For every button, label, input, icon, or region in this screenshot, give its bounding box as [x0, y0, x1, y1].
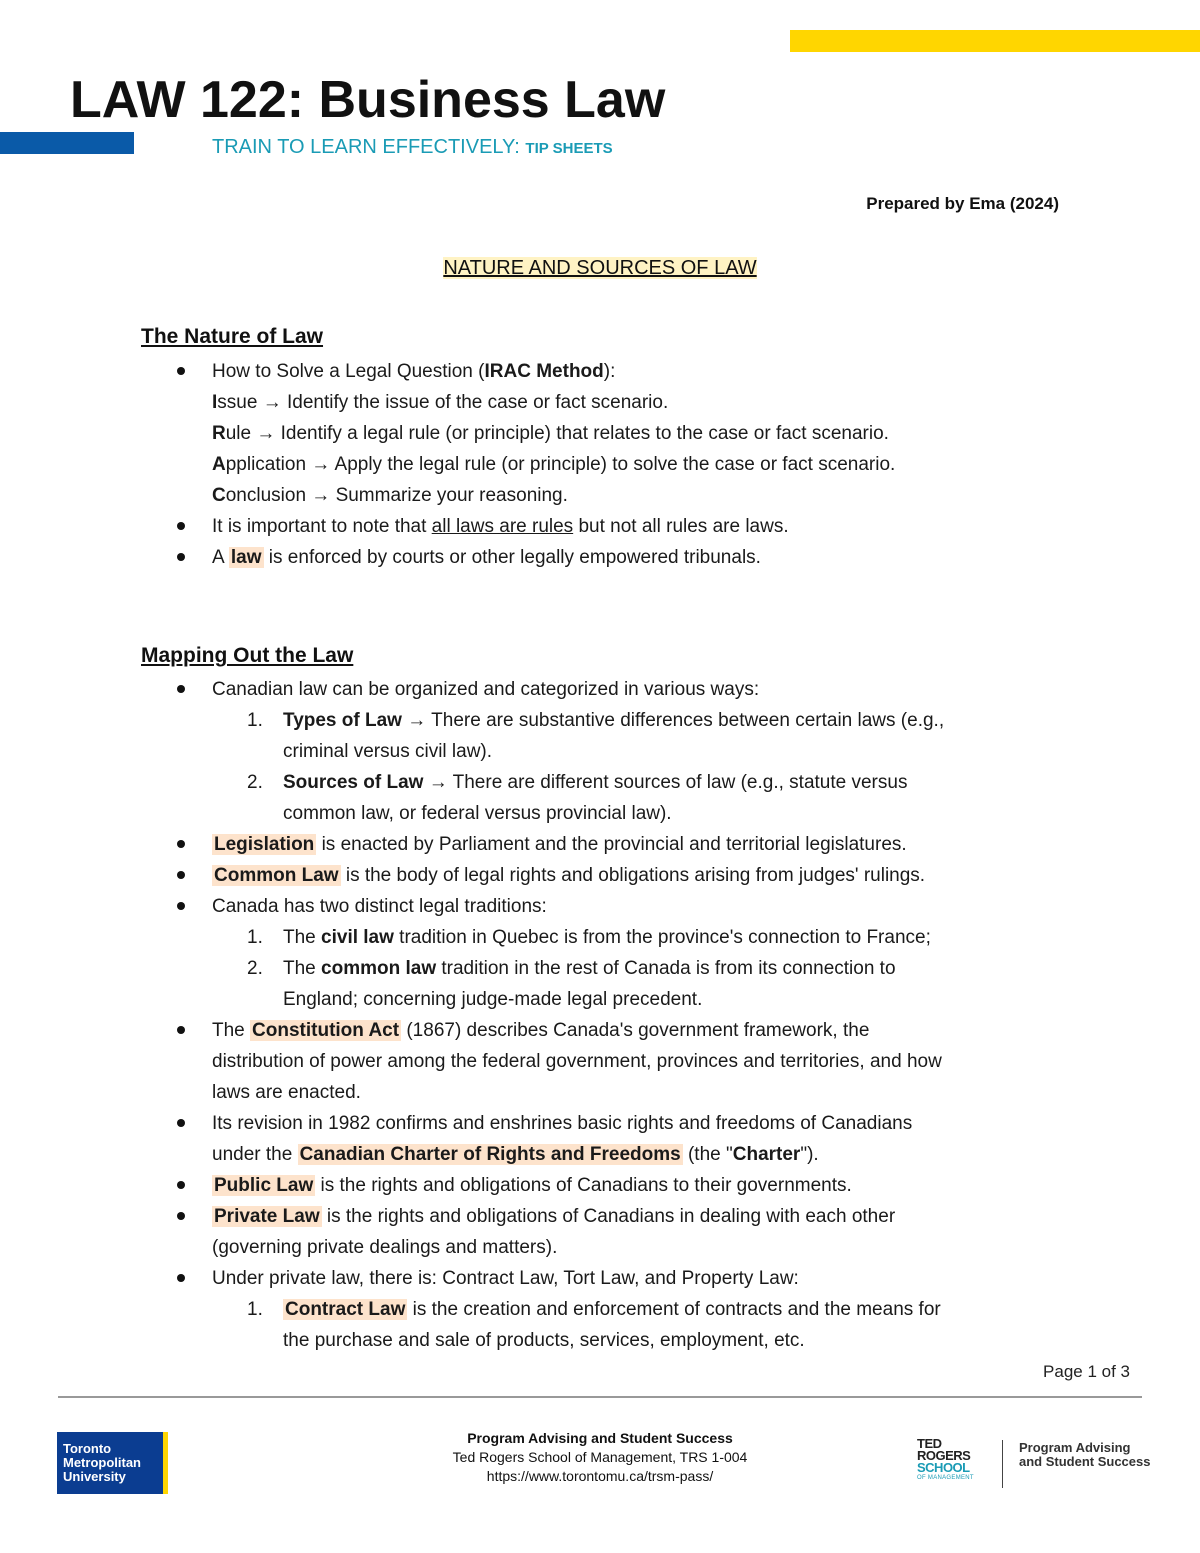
revision-item: Its revision in 1982 confirms and enshrines basic rights and freedoms of Canadians	[212, 1113, 913, 1134]
pass-line1: Program Advising	[1019, 1440, 1131, 1455]
pass-logo-text	[1019, 1441, 1150, 1469]
subtitle-small: TIP SHEETS	[525, 140, 613, 157]
tmu-logo-line1: Toronto	[63, 1441, 112, 1456]
footer-address: Ted Rogers School of Management, TRS 1-004	[452, 1449, 748, 1465]
list-item: Canadian law can be organized and categorized in various ways:	[212, 679, 760, 700]
pass-line2: and Student Success	[1019, 1454, 1151, 1469]
nature-heading: The Nature of Law	[141, 325, 324, 348]
list-number: 2.	[247, 772, 263, 793]
tr-logo-line1: TED	[917, 1436, 942, 1451]
footer-url[interactable]: https://www.torontomu.ca/trsm-pass/	[486, 1468, 714, 1484]
contract-law-item-cont: the purchase and sale of products, services, employment, etc.	[283, 1330, 805, 1351]
tmu-logo-line2: Metropolitan	[63, 1455, 141, 1470]
bullet-icon	[177, 1026, 185, 1034]
law-definition: A law is enforced by courts or other legally empowered tribunals.	[212, 547, 761, 568]
contract-law-item: Contract Law is the creation and enforcement of contracts and the means for	[285, 1299, 941, 1320]
sources-of-law-cont: common law, or federal versus provincial law).	[283, 803, 672, 824]
list-number: 1.	[247, 927, 263, 948]
bullet-icon	[177, 553, 185, 561]
list-number: 1.	[247, 1299, 263, 1320]
legislation-item: Legislation is enacted by Parliament and the provincial and territorial legislatures.	[214, 834, 907, 855]
bullet-icon	[177, 1274, 185, 1282]
document-subtitle	[212, 136, 613, 159]
tmu-logo-line3: University	[63, 1469, 126, 1484]
private-law-types: Under private law, there is: Contract Law, Tort Law, and Property Law:	[212, 1268, 799, 1289]
private-law-item-cont: (governing private dealings and matters).	[212, 1237, 558, 1258]
top-yellow-bar	[790, 30, 1200, 52]
tr-logo-line3: SCHOOL	[917, 1460, 970, 1475]
public-law-item: Public Law is the rights and obligations of Canadians to their governments.	[214, 1175, 852, 1196]
list-number: 1.	[247, 710, 263, 731]
tr-logo-line4: OF MANAGEMENT	[917, 1475, 974, 1481]
logo-divider	[1002, 1440, 1003, 1488]
common-law-tradition-cont: England; concerning judge-made legal precedent.	[283, 989, 703, 1010]
bullet-icon	[177, 522, 185, 530]
bullet-icon	[177, 367, 185, 375]
irac-rule: Rule → Identify a legal rule (or principle) that relates to the case or fact scenario.	[212, 423, 889, 444]
types-of-law-cont: criminal versus civil law).	[283, 741, 493, 762]
document-title: LAW 122: Business Law	[70, 71, 666, 129]
common-law-tradition: The common law tradition in the rest of Canada is from its connection to	[283, 958, 896, 979]
list-number: 2.	[247, 958, 263, 979]
bullet-icon	[177, 871, 185, 879]
subtitle-main: TRAIN TO LEARN EFFECTIVELY:	[212, 136, 520, 158]
common-law-item: Common Law is the body of legal rights and obligations arising from judges' rulings.	[214, 865, 926, 886]
traditions-item: Canada has two distinct legal traditions:	[212, 896, 547, 917]
civil-law-tradition: The civil law tradition in Quebec is from the province's connection to France;	[283, 927, 931, 948]
irac-issue: Issue → Identify the issue of the case or fact scenario.	[212, 392, 669, 413]
bullet-icon	[177, 1181, 185, 1189]
laws-rules-note: It is important to note that all laws are rules but not all rules are laws.	[212, 516, 789, 537]
constitution-item-l2: distribution of power among the federal government, provinces and territories, and how	[212, 1051, 942, 1072]
ted-rogers-logo	[917, 1438, 997, 1490]
mapping-heading: Mapping Out the Law	[141, 644, 354, 667]
sources-of-law: Sources of Law → There are different sources of law (e.g., statute versus	[283, 772, 908, 793]
private-law-item: Private Law is the rights and obligations of Canadians in dealing with each other	[214, 1206, 896, 1227]
prepared-by: Prepared by Ema (2024)	[866, 194, 1059, 213]
constitution-item-l3: laws are enacted.	[212, 1082, 361, 1103]
bullet-icon	[177, 1212, 185, 1220]
section-title	[0, 257, 1200, 280]
types-of-law: Types of Law → There are substantive differences between certain laws (e.g.,	[283, 710, 945, 731]
footer-divider	[58, 1396, 1142, 1398]
irac-intro: How to Solve a Legal Question (IRAC Method):	[212, 361, 616, 382]
footer-title: Program Advising and Student Success	[467, 1430, 733, 1446]
constitution-item: The Constitution Act (1867) describes Canada's government framework, the	[212, 1020, 870, 1041]
left-blue-bar	[0, 132, 134, 154]
revision-item-l2: under the Canadian Charter of Rights and Freedoms (the "Charter").	[212, 1144, 819, 1165]
bullet-icon	[177, 1119, 185, 1127]
bullet-icon	[177, 685, 185, 693]
irac-conclusion: Conclusion → Summarize your reasoning.	[212, 485, 568, 506]
irac-application: Application → Apply the legal rule (or principle) to solve the case or fact scenario.	[212, 454, 896, 475]
bullet-icon	[177, 840, 185, 848]
page-number: Page 1 of 3	[1043, 1362, 1130, 1381]
section-title-text: NATURE AND SOURCES OF LAW	[443, 257, 757, 279]
bullet-icon	[177, 902, 185, 910]
tr-logo-line2: ROGERS	[917, 1448, 971, 1463]
